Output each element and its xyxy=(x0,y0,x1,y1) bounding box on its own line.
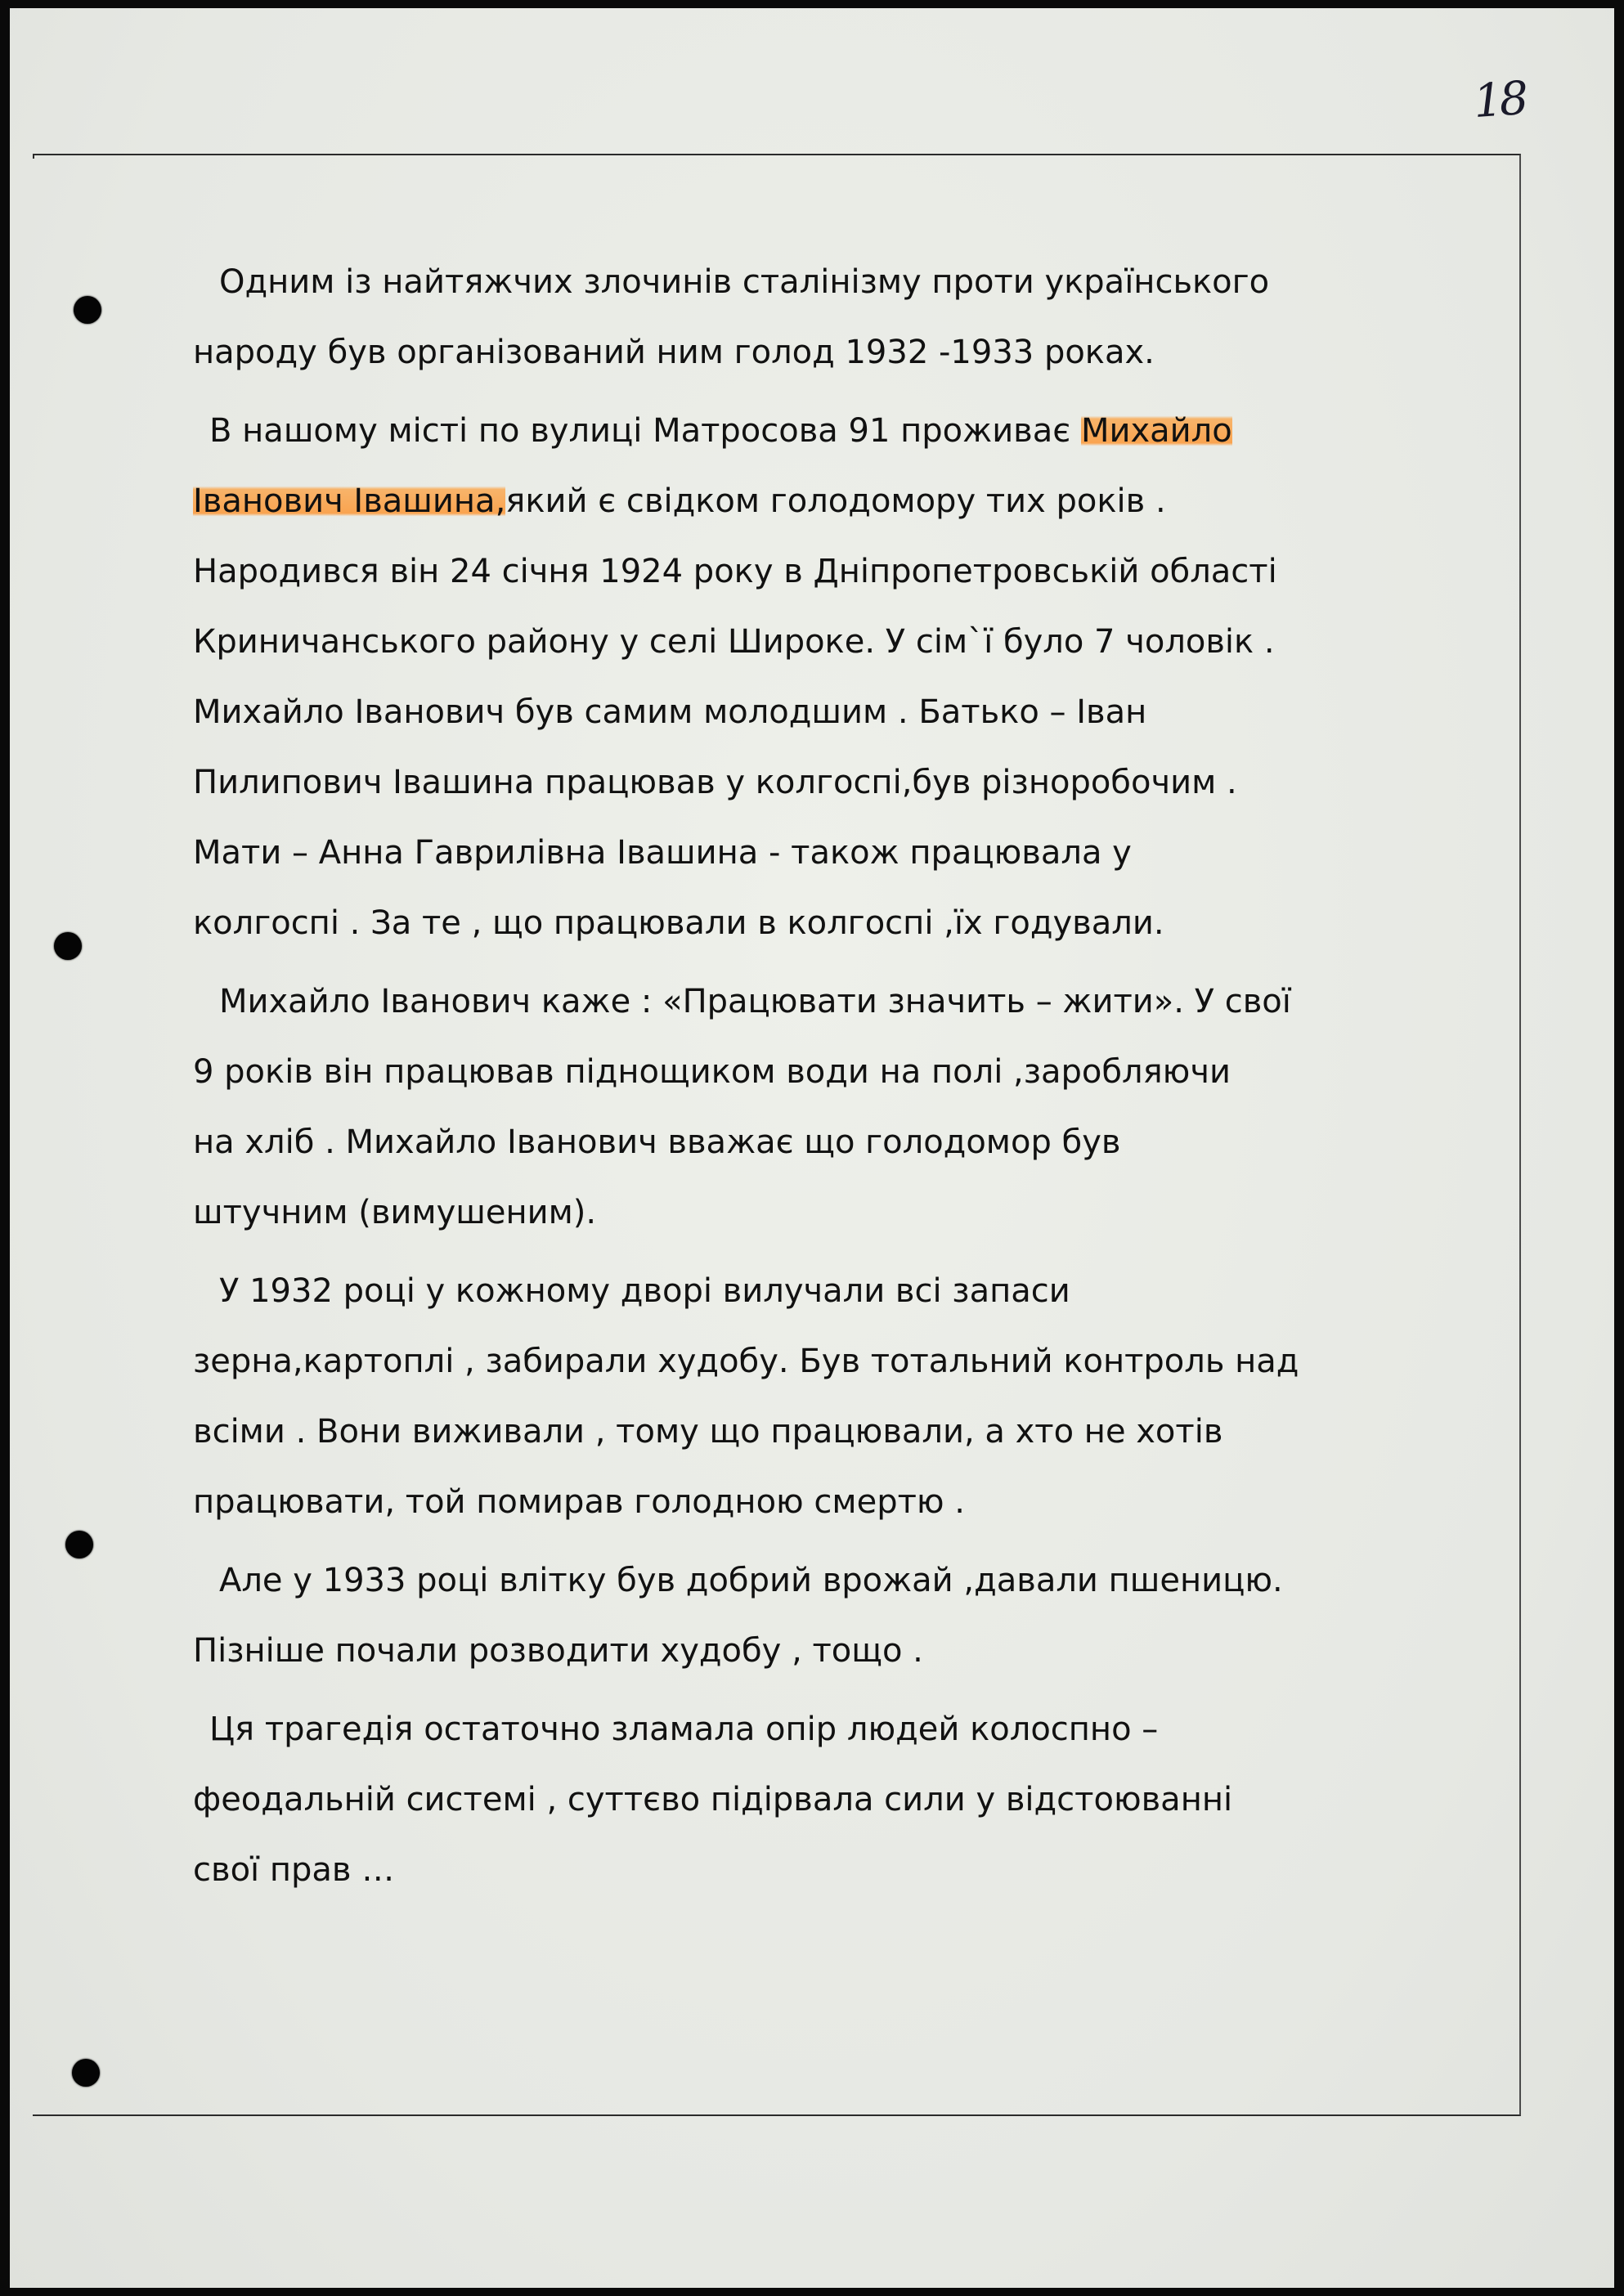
punch-hole xyxy=(72,2059,100,2087)
document-body xyxy=(193,247,1485,1913)
text-line: 9 років він працював піднощиком води на полі ,заробляючи xyxy=(193,1053,1231,1091)
highlighted-name: Іванович Івашина, xyxy=(193,482,506,520)
text-line: Криничанського району у селі Широке. У сім`ї було 7 чоловік . xyxy=(193,623,1275,661)
punch-hole xyxy=(65,1531,93,1558)
text-line: всіми . Вони виживали , тому що працювали, а хто не хотів xyxy=(193,1413,1223,1451)
text-line: свої прав … xyxy=(193,1851,395,1889)
frame-corner-mark xyxy=(33,154,34,159)
punch-hole xyxy=(74,296,101,324)
text-segment: який є свідком голодомору тих років . xyxy=(505,482,1166,520)
text-line: Одним із найтяжчих злочинів сталінізму проти українського xyxy=(219,263,1270,301)
highlighted-name: Михайло xyxy=(1080,412,1232,450)
text-line: феодальній системі , суттєво підірвала сили у відстоюванні xyxy=(193,1781,1233,1818)
page-number: 18 xyxy=(1471,71,1528,129)
text-line: на хліб . Михайло Іванович вважає що голодомор був xyxy=(193,1123,1121,1161)
paragraph-6 xyxy=(193,1694,1485,1905)
paragraph-5 xyxy=(193,1545,1485,1686)
document-page xyxy=(10,8,1614,2288)
text-line: зерна,картоплі , забирали худобу. Був тотальний контроль над xyxy=(193,1343,1299,1380)
text-line: Михайло Іванович каже : «Працювати значить – жити». У свої xyxy=(219,983,1291,1020)
text-line: Ця трагедія остаточно зламала опір людей колоспно – xyxy=(209,1711,1159,1748)
text-line: народу був організований ним голод 1932 -1933 роках. xyxy=(193,334,1155,371)
text-segment: В нашому місті по вулиці Матросова 91 проживає xyxy=(209,412,1081,450)
text-line: працювати, той помирав голодною смертю . xyxy=(193,1483,966,1521)
text-line: Але у 1933 році влітку був добрий врожай ,давали пшеницю. xyxy=(219,1562,1283,1599)
text-line: Пилипович Івашина працював у колгоспі,був різноробочим . xyxy=(193,764,1237,801)
paragraph-2 xyxy=(193,396,1485,958)
paragraph-1 xyxy=(193,247,1485,388)
text-line: Народився він 24 січня 1924 року в Дніпропетровській області xyxy=(193,553,1277,590)
text-line: Михайло Іванович був самим молодшим . Батько – Іван xyxy=(193,693,1147,731)
text-line: У 1932 році у кожному дворі вилучали всі запаси xyxy=(219,1272,1070,1310)
text-line: штучним (вимушеним). xyxy=(193,1194,597,1231)
text-line: колгоспі . За те , що працювали в колгоспі ,їх годували. xyxy=(193,904,1164,942)
text-line: Мати – Анна Гаврилівна Івашина - також працювала у xyxy=(193,834,1132,872)
text-line xyxy=(193,396,1485,466)
text-line: Пізніше почали розводити худобу , тощо . xyxy=(193,1632,923,1670)
punch-hole xyxy=(54,932,82,960)
text-line xyxy=(193,466,1485,536)
paragraph-3 xyxy=(193,966,1485,1248)
paragraph-4 xyxy=(193,1256,1485,1537)
